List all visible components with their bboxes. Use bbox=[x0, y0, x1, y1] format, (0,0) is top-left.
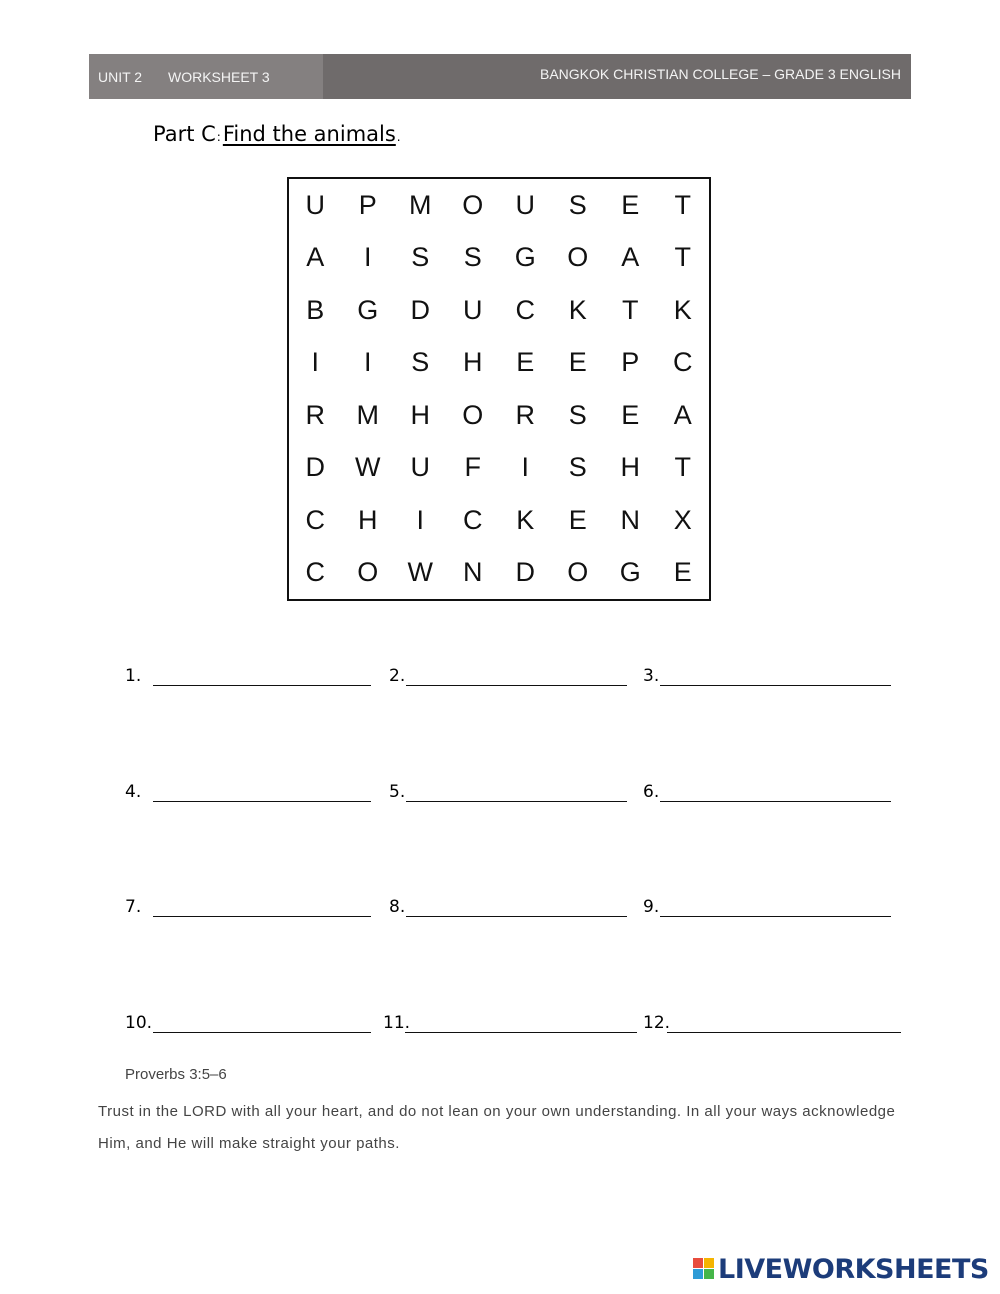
grid-letter: S bbox=[568, 189, 587, 220]
grid-letter: E bbox=[621, 399, 640, 430]
answer-blank-line[interactable] bbox=[405, 1032, 637, 1033]
answer-blank-line[interactable] bbox=[153, 916, 371, 917]
grid-letter: A bbox=[621, 242, 640, 273]
answer-item bbox=[125, 660, 371, 690]
part-title-end: . bbox=[396, 130, 401, 144]
grid-letter: I bbox=[311, 347, 319, 378]
answer-number: 1. bbox=[125, 666, 142, 686]
grid-letter: I bbox=[363, 347, 372, 378]
grid-letter: U bbox=[410, 452, 430, 483]
grid-letter: G bbox=[357, 294, 379, 325]
answer-blank-line[interactable] bbox=[406, 685, 627, 686]
answer-item bbox=[643, 891, 891, 921]
grid-letter: R bbox=[305, 399, 325, 430]
answer-item bbox=[643, 660, 891, 690]
grid-letter: S bbox=[463, 242, 482, 273]
grid-letter: N bbox=[620, 504, 640, 535]
answer-blank-line[interactable] bbox=[667, 1032, 901, 1033]
header-worksheet: WORKSHEET 3 bbox=[168, 69, 270, 85]
grid-letter: C bbox=[463, 504, 483, 535]
grid-letter: S bbox=[411, 242, 430, 273]
page-header bbox=[89, 54, 911, 99]
grid-letter: E bbox=[568, 347, 587, 378]
brand-name: LIVEWORKSHEETS bbox=[718, 1253, 989, 1285]
grid-letter: O bbox=[567, 242, 589, 273]
grid-letter: B bbox=[306, 294, 325, 325]
answer-item bbox=[389, 660, 627, 690]
grid-letter: F bbox=[464, 452, 481, 483]
answer-blank-line[interactable] bbox=[406, 801, 627, 802]
grid-letter: S bbox=[568, 452, 587, 483]
grid-letter: I bbox=[363, 242, 372, 273]
grid-letter: U bbox=[515, 189, 535, 220]
part-title bbox=[153, 122, 403, 146]
answer-item bbox=[643, 776, 891, 806]
answer-item bbox=[389, 776, 627, 806]
answer-item bbox=[125, 1007, 371, 1037]
grid-letter: W bbox=[407, 557, 433, 588]
grid-letter: C bbox=[305, 557, 325, 588]
grid-letter: C bbox=[515, 294, 535, 325]
logo-square bbox=[704, 1269, 714, 1279]
header-school: BANGKOK CHRISTIAN COLLEGE – GRADE 3 ENGLISH bbox=[540, 66, 901, 82]
grid-letter: U bbox=[305, 189, 325, 220]
grid-letter: M bbox=[356, 399, 379, 430]
grid-letter: D bbox=[305, 452, 325, 483]
grid-letter: H bbox=[620, 452, 640, 483]
grid-letter: O bbox=[357, 557, 379, 588]
answer-item bbox=[643, 1007, 901, 1037]
grid-letter: P bbox=[621, 347, 640, 378]
answer-blank-line[interactable] bbox=[660, 685, 891, 686]
part-title-text: Find the animals bbox=[222, 122, 396, 146]
grid-letter: N bbox=[463, 557, 483, 588]
grid-letter: R bbox=[515, 399, 535, 430]
grid-letter: H bbox=[410, 399, 430, 430]
logo-square bbox=[693, 1269, 703, 1279]
word-search-grid bbox=[287, 177, 711, 601]
grid-letter: D bbox=[410, 294, 430, 325]
answer-number: 3. bbox=[643, 666, 660, 686]
grid-letter: I bbox=[416, 504, 424, 535]
answer-blank-line[interactable] bbox=[153, 685, 371, 686]
answer-blank-line[interactable] bbox=[660, 801, 891, 802]
header-unit: UNIT 2 bbox=[98, 69, 143, 85]
answer-number: 2. bbox=[389, 666, 406, 686]
grid-letter: I bbox=[521, 452, 529, 483]
grid-letter: T bbox=[674, 452, 691, 483]
grid-letter: C bbox=[305, 504, 325, 535]
answer-number: 8. bbox=[389, 897, 406, 917]
answer-blank-line[interactable] bbox=[406, 916, 627, 917]
grid-letter: K bbox=[516, 504, 535, 535]
grid-letter: T bbox=[622, 294, 639, 325]
grid-letter: O bbox=[567, 557, 589, 588]
grid-letter: D bbox=[515, 557, 535, 588]
answer-number: 5. bbox=[389, 782, 406, 802]
logo-square bbox=[693, 1258, 703, 1268]
grid-letter: X bbox=[673, 504, 692, 535]
grid-letter: E bbox=[516, 347, 535, 378]
grid-letter: M bbox=[409, 189, 432, 220]
answer-number: 10. bbox=[125, 1013, 153, 1033]
grid-letter: O bbox=[462, 189, 484, 220]
grid-letter: G bbox=[619, 557, 641, 588]
grid-letter: E bbox=[621, 189, 640, 220]
grid-letter: E bbox=[568, 504, 587, 535]
answer-blank-line[interactable] bbox=[660, 916, 891, 917]
answer-blank-line[interactable] bbox=[153, 1032, 371, 1033]
logo-square bbox=[704, 1258, 714, 1268]
answer-number: 7. bbox=[125, 897, 142, 917]
grid-letter: A bbox=[673, 399, 692, 430]
grid-letter: H bbox=[463, 347, 483, 378]
answer-blank-line[interactable] bbox=[153, 801, 371, 802]
grid-letter: S bbox=[411, 347, 430, 378]
grid-letter: H bbox=[358, 504, 378, 535]
answer-number: 9. bbox=[643, 897, 660, 917]
answer-number: 4. bbox=[125, 782, 142, 802]
liveworksheets-icon bbox=[693, 1258, 715, 1280]
grid-letter: E bbox=[673, 557, 692, 588]
grid-letter: U bbox=[463, 294, 483, 325]
answer-item bbox=[383, 1007, 637, 1037]
grid-letter: P bbox=[358, 189, 377, 220]
answer-number: 12. bbox=[643, 1013, 671, 1033]
answer-item bbox=[389, 891, 627, 921]
grid-letter: O bbox=[462, 399, 484, 430]
grid-letter: G bbox=[514, 242, 536, 273]
part-separator: : bbox=[216, 130, 221, 144]
verse-reference: Proverbs 3:5–6 bbox=[125, 1066, 227, 1083]
grid-letter: A bbox=[306, 242, 325, 273]
answer-number: 6. bbox=[643, 782, 660, 802]
verse-text: Trust in the LORD with all your heart, and do not lean on your own understanding. In all your ways acknowledge Him, and He will make straight your paths. bbox=[98, 1103, 896, 1152]
liveworksheets-logo bbox=[693, 1252, 989, 1286]
grid-letter: K bbox=[568, 294, 587, 325]
answer-number: 11. bbox=[383, 1013, 411, 1033]
part-label: Part C bbox=[153, 122, 216, 146]
grid-letter: T bbox=[674, 242, 691, 273]
grid-letter: T bbox=[674, 189, 691, 220]
grid-letter: C bbox=[673, 347, 693, 378]
grid-letter: K bbox=[673, 294, 692, 325]
grid-letter: S bbox=[568, 399, 587, 430]
answer-item bbox=[125, 776, 371, 806]
grid-letter: W bbox=[355, 452, 381, 483]
answer-item bbox=[125, 891, 371, 921]
